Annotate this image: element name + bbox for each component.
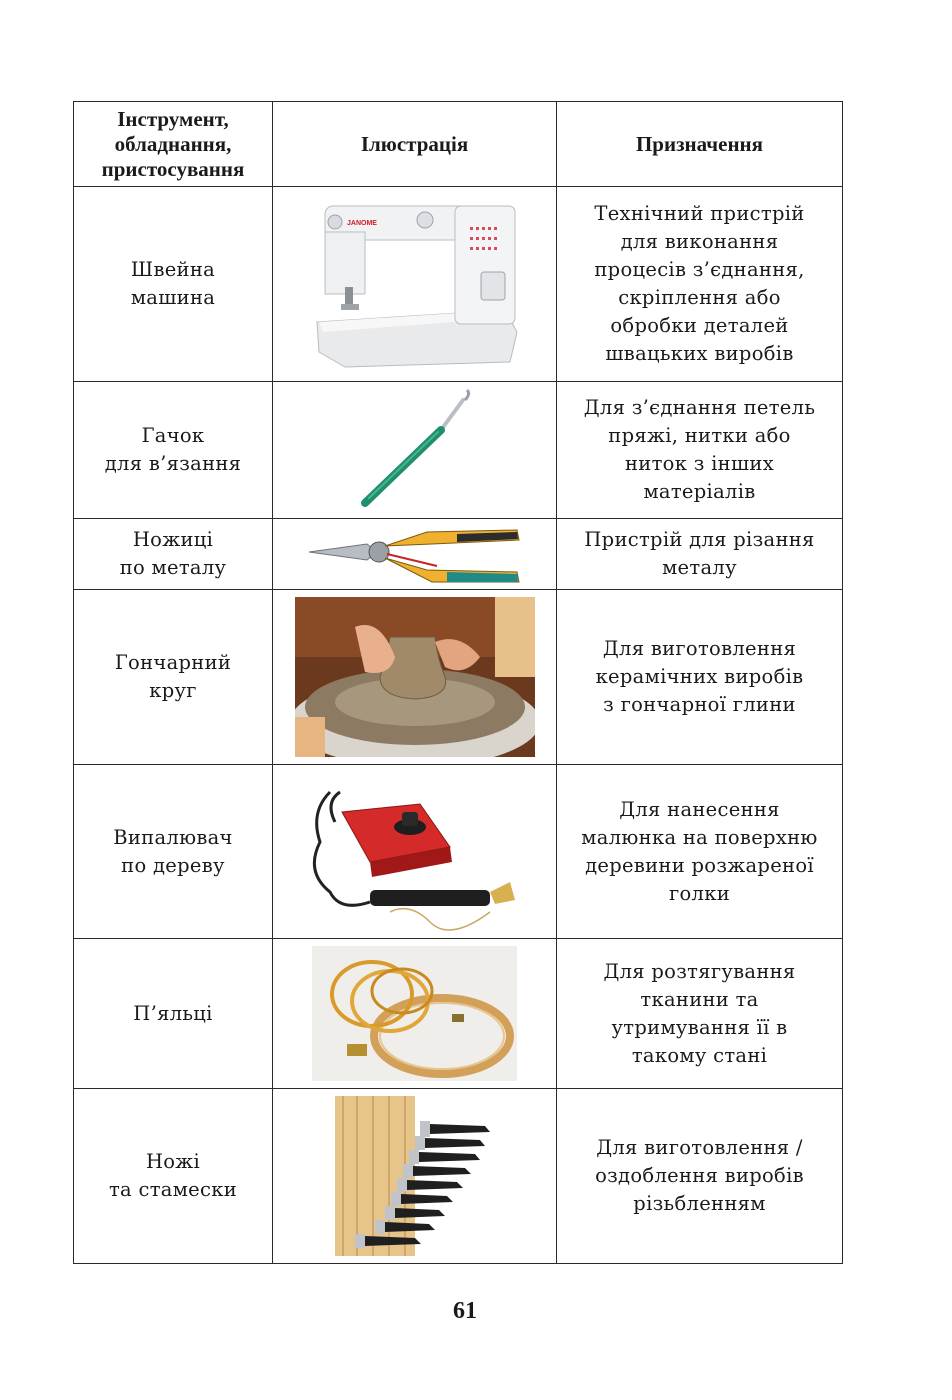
page-number: 61 xyxy=(453,1298,477,1324)
purpose-text: Для виготовлення / оздоблення виробів різьбленням xyxy=(557,1089,843,1264)
header-purpose: Призначення xyxy=(557,102,843,187)
illustration-cell xyxy=(273,187,557,382)
illustration-cell xyxy=(273,1089,557,1264)
tools-table xyxy=(73,101,843,1264)
purpose-text: Пристрій для різання металу xyxy=(557,519,843,590)
table-row xyxy=(74,939,843,1089)
purpose-text: Для з’єднання петель пряжі, нитки або ниток з інших матеріалів xyxy=(557,382,843,519)
illustration-cell xyxy=(273,765,557,939)
illustration-cell xyxy=(273,939,557,1089)
illustration-cell xyxy=(273,519,557,590)
purpose-text: Для нанесення малюнка на поверхню деревини розжареної голки xyxy=(557,765,843,939)
table-row xyxy=(74,1089,843,1264)
header-illustration: Ілюстрація xyxy=(273,102,557,187)
header-row xyxy=(74,102,843,187)
tool-name: Ножі та стамески xyxy=(74,1089,273,1264)
table-row xyxy=(74,590,843,765)
pottery-wheel-photo xyxy=(295,597,535,757)
tool-name: Швейна машина xyxy=(74,187,273,382)
tool-name: Випалювач по дереву xyxy=(74,765,273,939)
metal-shears-photo xyxy=(307,522,522,587)
tool-name: Гачок для в’язання xyxy=(74,382,273,519)
table-row xyxy=(74,765,843,939)
illustration-cell xyxy=(273,590,557,765)
wood-burner-photo xyxy=(300,772,530,932)
table-row xyxy=(74,519,843,590)
header-tool: Інструмент, обладнання, пристосування xyxy=(74,102,273,187)
table-row xyxy=(74,382,843,519)
embroidery-hoops-photo xyxy=(312,946,517,1081)
carving-chisels-photo xyxy=(335,1096,495,1256)
tool-name: Ножиці по металу xyxy=(74,519,273,590)
illustration-cell xyxy=(273,382,557,519)
tool-name: Гончарний круг xyxy=(74,590,273,765)
table-row xyxy=(74,187,843,382)
purpose-text: Для розтягування тканини та утримування її в такому стані xyxy=(557,939,843,1089)
purpose-text: Технічний пристрій для виконання процесів з’єднання, скріплення або обробки деталей швацьких виробів xyxy=(557,187,843,382)
janome-logo: JANOME xyxy=(346,219,377,227)
tool-name: П’яльці xyxy=(74,939,273,1089)
crochet-hook-photo xyxy=(345,388,485,513)
sewing-machine-photo xyxy=(305,192,525,377)
purpose-text: Для виготовлення керамічних виробів з гончарної глини xyxy=(557,590,843,765)
